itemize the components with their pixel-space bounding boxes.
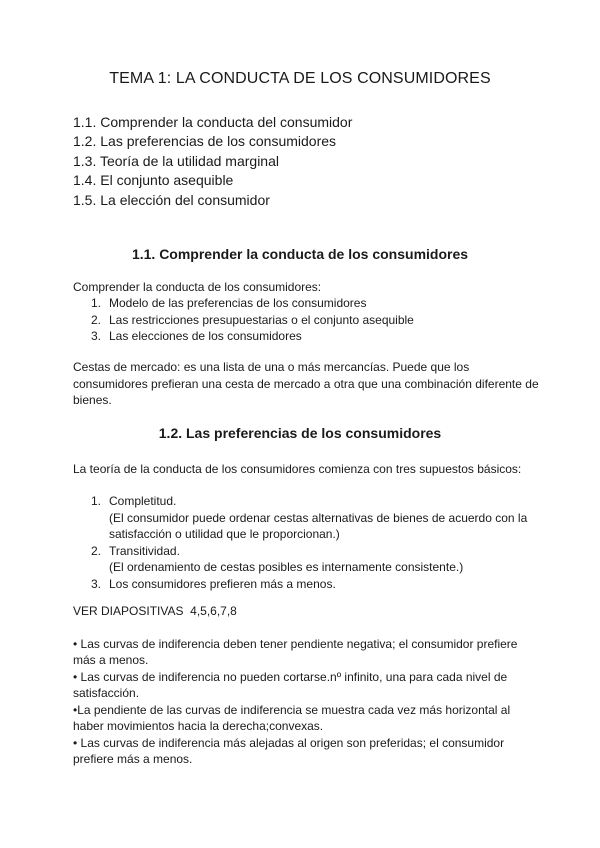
list-number: 3. xyxy=(91,329,102,344)
bullet-item: • Las curvas de indiferencia deben tener pendiente negativa; el consumidor prefiere más a menos. xyxy=(73,637,518,668)
section-1-intro: Comprender la conducta de los consumidores: xyxy=(73,280,322,294)
list-text: Las elecciones de los consumidores xyxy=(109,329,302,344)
list-item xyxy=(73,576,543,593)
section-2-heading: 1.2. Las preferencias de los consumidores xyxy=(158,425,442,441)
list-number: 2. xyxy=(91,312,102,327)
bullet-item: • Las curvas de indiferencia no pueden cortarse.nº infinito, una para cada nivel de satisfacción. xyxy=(73,670,508,701)
toc-item: 1.3. Teoría de la utilidad marginal xyxy=(73,152,279,169)
toc-item: 1.4. El conjunto asequible xyxy=(73,172,234,189)
list-subtext: (El ordenamiento de cestas posibles es internamente consistente.) xyxy=(109,560,464,575)
document-title: TEMA 1: LA CONDUCTA DE LOS CONSUMIDORES xyxy=(109,70,491,87)
list-item xyxy=(73,493,543,543)
section-2-list xyxy=(73,493,543,593)
market-basket-paragraph: Cestas de mercado: es una lista de una o más mercancías. Puede que los consumidores prefieran una cesta de mercado a otra que una combinación diferente de bienes. xyxy=(73,360,539,408)
indifference-curves-bullets xyxy=(73,636,533,768)
list-text: Los consumidores prefieren más a menos. xyxy=(109,576,336,591)
list-item xyxy=(73,543,543,576)
section-2-intro: La teoría de la conducta de los consumidores comienza con tres supuestos básicos: xyxy=(73,462,522,476)
list-text: Completitud. xyxy=(109,494,177,508)
bullet-item: •La pendiente de las curvas de indiferencia se muestra cada vez más horizontal al haber movimientos hacia la derecha;convexas. xyxy=(73,703,511,734)
toc-item: 1.2. Las preferencias de los consumidores xyxy=(73,133,337,150)
list-item xyxy=(73,328,543,345)
list-text: Transitividad. xyxy=(109,543,180,558)
list-item xyxy=(73,312,543,329)
bullet-item: • Las curvas de indiferencia más alejadas al origen son preferidas; el consumidor prefiere más a menos. xyxy=(73,736,505,767)
list-item xyxy=(73,295,543,312)
table-of-contents xyxy=(73,113,352,210)
list-number: 3. xyxy=(91,576,102,591)
list-text: Modelo de las preferencias de los consumidores xyxy=(109,296,367,310)
list-number: 1. xyxy=(91,296,102,310)
list-subtext: (El consumidor puede ordenar cestas alternativas de bienes de acuerdo con la satisfacción o utilidad que le proporcionan.) xyxy=(109,510,528,542)
see-slides-note: VER DIAPOSITIVAS 4,5,6,7,8 xyxy=(73,604,237,618)
section-1-heading: 1.1. Comprender la conducta de los consumidores xyxy=(131,246,469,262)
list-number: 2. xyxy=(91,543,102,558)
toc-item: 1.5. La elección del consumidor xyxy=(73,191,270,208)
list-text: Las restricciones presupuestarias o el conjunto asequible xyxy=(109,312,414,327)
toc-item: 1.1. Comprender la conducta del consumidor xyxy=(73,114,353,130)
list-number: 1. xyxy=(91,494,102,508)
section-1-list xyxy=(73,295,543,345)
